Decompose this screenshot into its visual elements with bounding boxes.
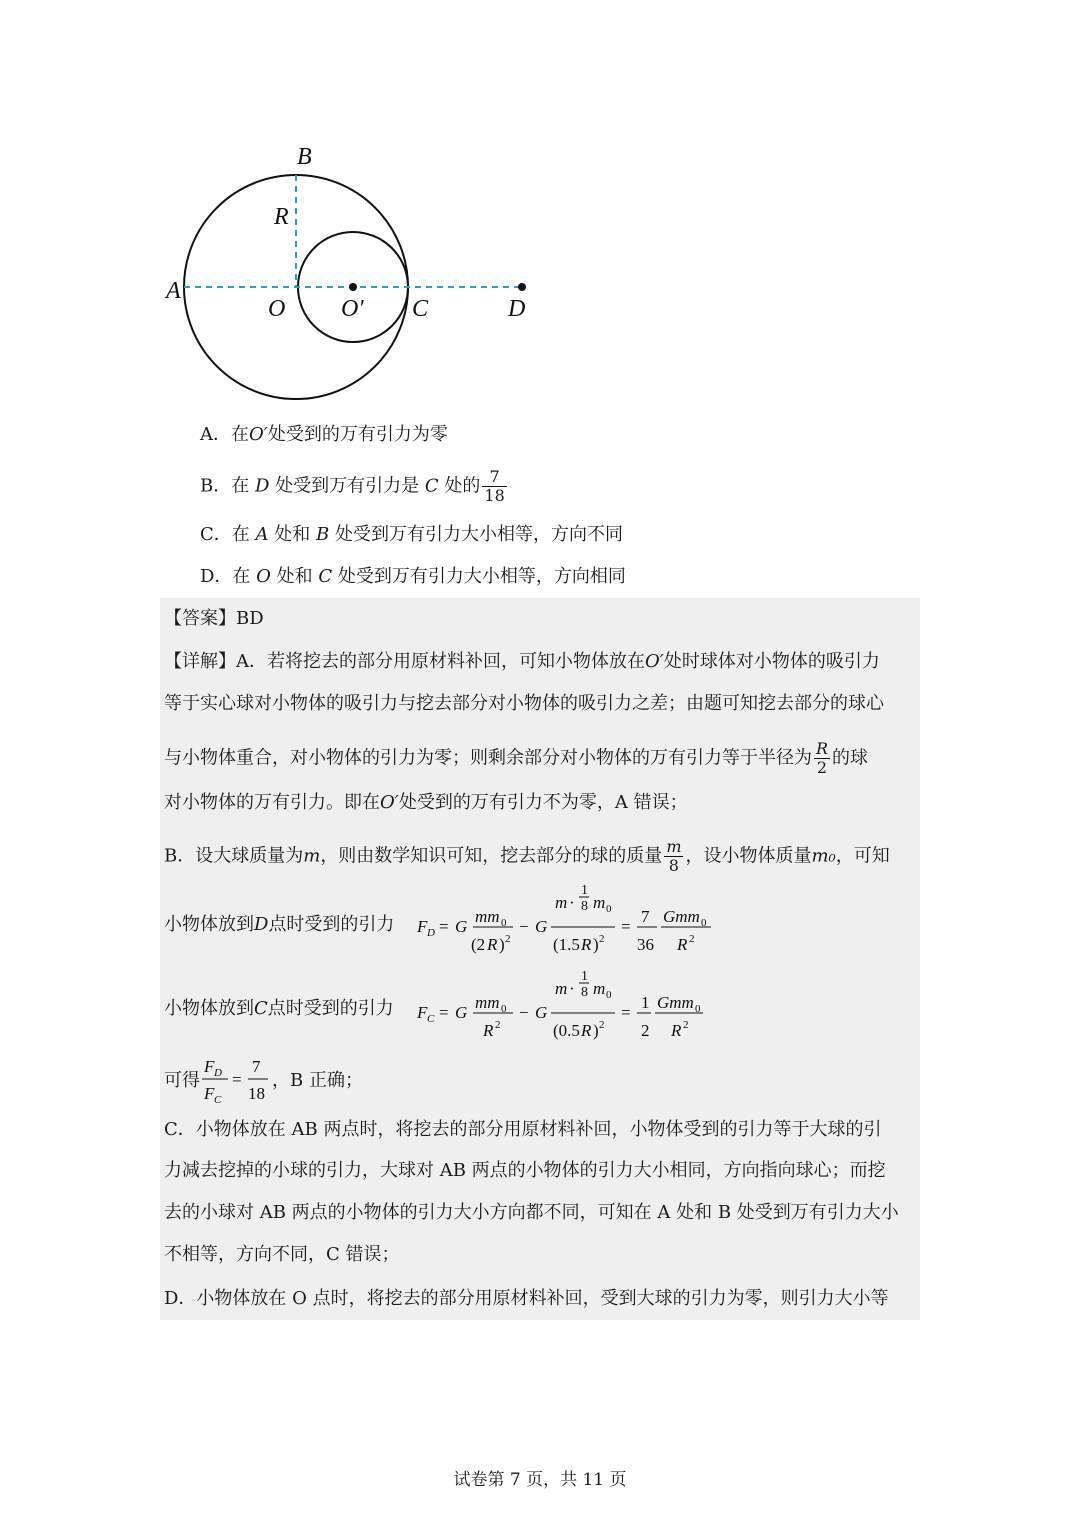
option-a bbox=[200, 422, 448, 448]
detail-line-7 bbox=[164, 996, 394, 1022]
svg-text:R: R bbox=[487, 935, 498, 954]
detail-line-2: 等于实心球对小物体的吸引力与挖去部分对小物体的吸引力之差；由题可知挖去部分的球心 bbox=[164, 693, 884, 714]
formula-fd bbox=[415, 880, 725, 964]
detail-l5-c: ，设小物体质量 bbox=[685, 845, 812, 867]
svg-text:m: m bbox=[593, 979, 606, 998]
svg-text:2: 2 bbox=[689, 933, 695, 945]
svg-text:0: 0 bbox=[501, 1003, 507, 1015]
detail-l5-m: m bbox=[303, 845, 321, 867]
detail-l1-sym: O′ bbox=[645, 651, 664, 672]
svg-text:R: R bbox=[483, 1021, 494, 1040]
option-d-mid: 处和 bbox=[276, 566, 313, 587]
detail-line-11: 去的小球对 AB 两点的小物体的引力大小方向都不同，可知在 A 处和 B 处受到万有引力大小 bbox=[164, 1202, 899, 1223]
point-d bbox=[518, 283, 526, 291]
svg-text:G: G bbox=[535, 1003, 548, 1022]
svg-text:G: G bbox=[535, 917, 548, 936]
svg-text:0: 0 bbox=[701, 917, 707, 929]
answer-label: 【答案】BD bbox=[164, 608, 264, 629]
detail-label: 【详解】 bbox=[164, 651, 236, 672]
svg-text:(1.5: (1.5 bbox=[553, 935, 580, 954]
detail-l5-fraction bbox=[664, 838, 683, 875]
detail-l3-num: R bbox=[816, 739, 829, 758]
detail-l4-a: 对小物体的万有引力。即在 bbox=[164, 792, 380, 813]
svg-text:7: 7 bbox=[252, 1057, 261, 1076]
svg-text:18: 18 bbox=[248, 1084, 265, 1103]
option-d-pre: D．在 bbox=[200, 566, 251, 587]
point-o-prime bbox=[349, 283, 357, 291]
detail-l5-den: 8 bbox=[668, 856, 679, 875]
svg-text:C: C bbox=[427, 1013, 435, 1025]
option-c-sym2: B bbox=[315, 524, 330, 545]
detail-l3-a: 与小物体重合，对小物体的引力为零；则剩余部分对小物体的万有引力等于半径为 bbox=[164, 747, 812, 769]
option-c-mid: 处和 bbox=[274, 524, 311, 545]
svg-text:36: 36 bbox=[637, 935, 654, 954]
svg-text:0: 0 bbox=[606, 903, 612, 915]
svg-text:(2: (2 bbox=[471, 935, 486, 954]
detail-l1-b: 处时球体对小物体的吸引力 bbox=[663, 651, 880, 672]
option-b-pre: B．在 bbox=[200, 475, 250, 497]
svg-text:mm: mm bbox=[475, 907, 500, 926]
svg-text:=: = bbox=[439, 1003, 449, 1022]
svg-text:2: 2 bbox=[599, 1019, 605, 1031]
detail-line-4 bbox=[164, 790, 688, 816]
detail-l4-sym: O′ bbox=[380, 792, 399, 813]
sphere-diagram bbox=[160, 140, 540, 410]
svg-text:G: G bbox=[455, 1003, 468, 1022]
option-d-sym2: C bbox=[318, 566, 333, 587]
option-b-post: 处的 bbox=[444, 475, 481, 497]
option-b-fraction bbox=[482, 468, 506, 505]
detail-l5-m0: m₀ bbox=[811, 845, 836, 867]
svg-text:=: = bbox=[621, 917, 631, 936]
svg-text:F: F bbox=[204, 1084, 215, 1103]
svg-text:F: F bbox=[204, 1057, 215, 1076]
svg-text:(0.5: (0.5 bbox=[553, 1021, 580, 1040]
svg-text:): ) bbox=[499, 935, 505, 954]
option-d bbox=[200, 564, 626, 590]
svg-text:0: 0 bbox=[695, 1003, 701, 1015]
page-footer: 试卷第 7 页，共 11 页 bbox=[453, 1470, 627, 1490]
detail-l7-sym: C bbox=[254, 998, 268, 1019]
svg-text:=: = bbox=[621, 1003, 631, 1022]
detail-l3-b: 的球 bbox=[832, 747, 869, 769]
svg-text:2: 2 bbox=[683, 1019, 689, 1031]
svg-text:D: D bbox=[214, 1067, 222, 1079]
svg-text:C: C bbox=[214, 1094, 222, 1106]
svg-text:8: 8 bbox=[581, 899, 588, 914]
svg-text:G: G bbox=[455, 917, 468, 936]
formula-ratio bbox=[200, 1052, 272, 1108]
svg-text:7: 7 bbox=[641, 907, 650, 926]
option-a-sym: O′ bbox=[249, 424, 268, 445]
option-b bbox=[200, 468, 509, 505]
svg-text:2: 2 bbox=[505, 933, 511, 945]
detail-l5-a: B．设大球质量为 bbox=[164, 845, 304, 867]
svg-text:F: F bbox=[417, 917, 428, 936]
detail-l1-a: A．若将挖去的部分用原材料补回，可知小物体放在 bbox=[236, 651, 645, 672]
detail-line-1 bbox=[164, 649, 880, 675]
label-b: B bbox=[297, 144, 312, 170]
detail-l7-a: 小物体放到 bbox=[164, 998, 254, 1019]
option-c bbox=[200, 522, 623, 548]
detail-line-8-tail: ，B 正确； bbox=[272, 1070, 363, 1091]
svg-text:−: − bbox=[519, 917, 529, 936]
detail-line-3 bbox=[164, 740, 868, 777]
svg-text:1: 1 bbox=[581, 883, 588, 898]
svg-text:m: m bbox=[555, 979, 568, 998]
detail-l6-sym: D bbox=[254, 914, 269, 935]
detail-l5-b: ，则由数学知识可知，挖去部分的球的质量 bbox=[320, 845, 663, 867]
detail-l3-fraction bbox=[814, 740, 830, 777]
label-r: R bbox=[274, 204, 289, 230]
label-d: D bbox=[508, 296, 526, 322]
detail-line-6 bbox=[164, 912, 394, 938]
detail-l5-num: m bbox=[666, 837, 682, 856]
label-c: C bbox=[412, 296, 429, 322]
option-c-post: 处受到万有引力大小相等，方向不同 bbox=[334, 524, 623, 545]
svg-text:Gmm: Gmm bbox=[663, 907, 700, 926]
svg-text:1: 1 bbox=[641, 993, 650, 1012]
option-b-sym2: C bbox=[424, 475, 439, 497]
option-a-post: 处受到的万有引力为零 bbox=[267, 424, 448, 445]
option-a-pre: A．在 bbox=[200, 424, 249, 445]
detail-line-12: 不相等，方向不同，C 错误； bbox=[164, 1244, 400, 1265]
label-o-prime: O′ bbox=[341, 296, 364, 322]
svg-text:0: 0 bbox=[501, 917, 507, 929]
detail-line-13: D．小物体放在 O 点时，将挖去的部分用原材料补回，受到大球的引力为零，则引力大小等 bbox=[164, 1288, 889, 1309]
option-d-sym1: O bbox=[256, 566, 271, 587]
detail-l8-a: 可得 bbox=[164, 1070, 200, 1091]
detail-l5-d: ，可知 bbox=[835, 845, 890, 867]
svg-text:R: R bbox=[581, 1021, 592, 1040]
svg-text:−: − bbox=[519, 1003, 529, 1022]
svg-text:m: m bbox=[555, 893, 568, 912]
option-b-den: 18 bbox=[484, 486, 505, 505]
svg-text:R: R bbox=[671, 1021, 682, 1040]
detail-l6-a: 小物体放到 bbox=[164, 914, 254, 935]
detail-line-10: 力减去挖掉的小球的引力，大球对 AB 两点的小物体的引力大小相同，方向指向球心；而挖 bbox=[164, 1160, 886, 1181]
detail-l3-den: 2 bbox=[816, 758, 828, 777]
svg-text:1: 1 bbox=[581, 969, 588, 984]
svg-text:2: 2 bbox=[641, 1021, 650, 1040]
svg-text:R: R bbox=[581, 935, 592, 954]
svg-text:·: · bbox=[569, 893, 575, 912]
label-o: O bbox=[268, 296, 286, 322]
detail-l4-b: 处受到的万有引力不为零，A 错误； bbox=[398, 792, 688, 813]
svg-text:): ) bbox=[593, 1021, 599, 1040]
svg-text:2: 2 bbox=[495, 1019, 501, 1031]
svg-text:·: · bbox=[569, 979, 575, 998]
option-d-post: 处受到万有引力大小相等，方向相同 bbox=[337, 566, 626, 587]
detail-line-5 bbox=[164, 838, 890, 875]
formula-fc bbox=[415, 966, 705, 1050]
detail-l7-b: 点时受到的引力 bbox=[267, 998, 394, 1019]
svg-text:m: m bbox=[593, 893, 606, 912]
svg-text:mm: mm bbox=[475, 993, 500, 1012]
svg-text:F: F bbox=[417, 1003, 428, 1022]
svg-text:Gmm: Gmm bbox=[657, 993, 694, 1012]
option-c-sym1: A bbox=[255, 524, 269, 545]
svg-text:D: D bbox=[427, 927, 435, 939]
detail-line-9: C．小物体放在 AB 两点时，将挖去的部分用原材料补回，小物体受到的引力等于大球的引 bbox=[164, 1119, 882, 1140]
option-b-sym1: D bbox=[254, 475, 270, 497]
svg-text:=: = bbox=[439, 917, 449, 936]
svg-text:): ) bbox=[593, 935, 599, 954]
label-a: A bbox=[166, 278, 181, 304]
svg-text:8: 8 bbox=[581, 985, 588, 1000]
svg-text:2: 2 bbox=[599, 933, 605, 945]
detail-line-8 bbox=[164, 1068, 200, 1094]
option-c-pre: C．在 bbox=[200, 524, 250, 545]
svg-text:0: 0 bbox=[606, 989, 612, 1001]
option-b-num: 7 bbox=[482, 468, 506, 487]
detail-l6-b: 点时受到的引力 bbox=[268, 914, 395, 935]
option-b-mid: 处受到万有引力是 bbox=[275, 475, 420, 497]
svg-text:R: R bbox=[677, 935, 688, 954]
svg-text:=: = bbox=[232, 1070, 242, 1089]
